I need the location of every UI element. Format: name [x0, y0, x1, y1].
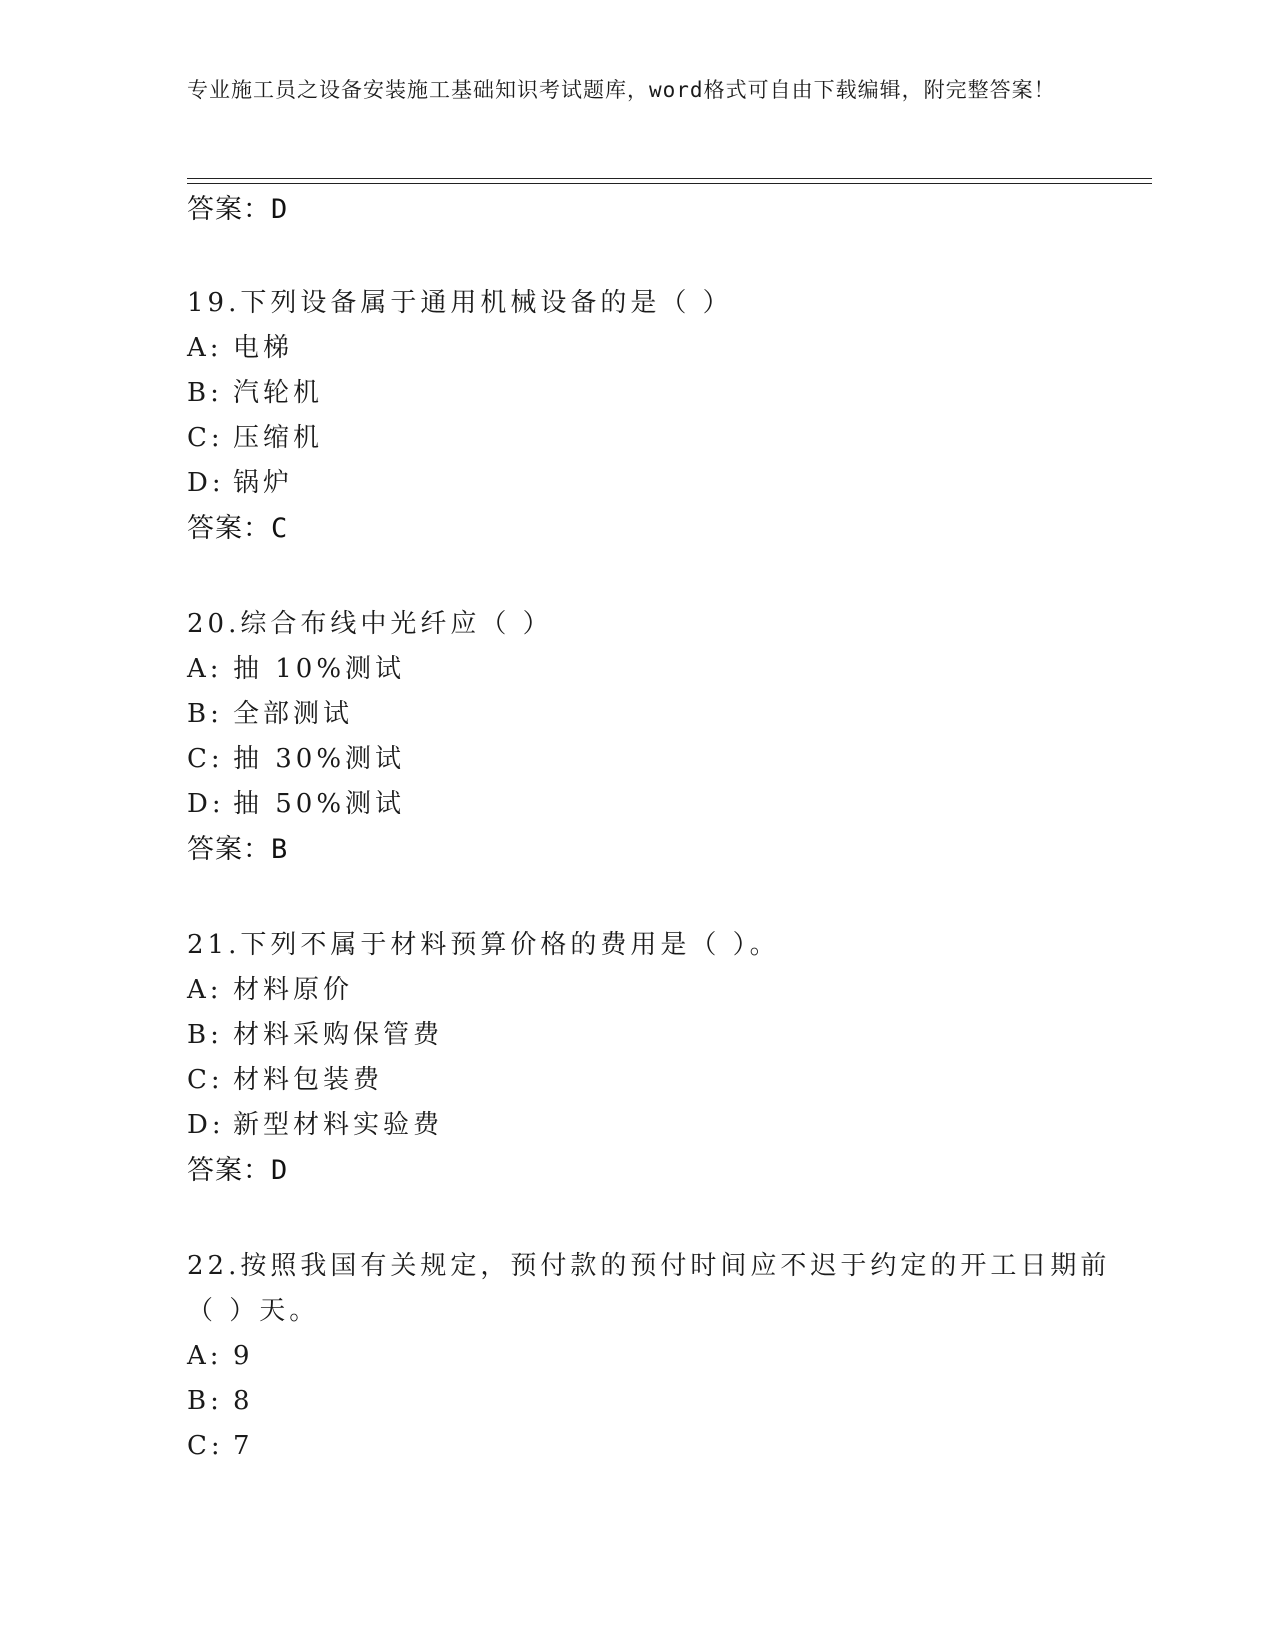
- option-d: [187, 461, 1127, 506]
- question-stem: 19.下列设备属于通用机械设备的是（ ）: [187, 288, 733, 318]
- option-text: 材料采购保管费: [233, 1020, 444, 1050]
- option-b: [187, 1013, 1127, 1058]
- header-divider-bottom: [187, 183, 1152, 184]
- option-text: 全部测试: [233, 699, 354, 729]
- option-a: [187, 1334, 1127, 1379]
- question-21: [187, 923, 1127, 1193]
- option-key: C:: [187, 1431, 224, 1461]
- option-key: B:: [187, 1020, 223, 1050]
- option-key: C:: [187, 423, 224, 453]
- option-c: [187, 1058, 1127, 1103]
- option-c: [187, 416, 1127, 461]
- option-a: [187, 647, 1127, 692]
- answer-line: 答案：B: [187, 834, 289, 865]
- option-key: A:: [187, 654, 223, 684]
- option-key: A:: [187, 1341, 223, 1371]
- question-20: [187, 602, 1127, 872]
- option-key: D:: [187, 789, 225, 819]
- option-d: [187, 1103, 1127, 1148]
- question-stem: 22.按照我国有关规定，预付款的预付时间应不迟于约定的开工日期前（ ）天。: [187, 1251, 1111, 1326]
- question-list: [187, 190, 1127, 1469]
- option-text: 压缩机: [233, 423, 324, 453]
- option-b: [187, 371, 1127, 416]
- option-text: 抽 30%测试: [233, 744, 406, 774]
- question-stem: 21.下列不属于材料预算价格的费用是（ ）。: [187, 930, 780, 960]
- option-text: 7: [233, 1431, 254, 1461]
- option-key: A:: [187, 333, 223, 363]
- header-divider-top: [187, 178, 1152, 179]
- option-text: 电梯: [233, 333, 294, 363]
- option-b: [187, 692, 1127, 737]
- option-text: 抽 10%测试: [233, 654, 406, 684]
- option-c: [187, 737, 1127, 782]
- option-text: 9: [233, 1341, 254, 1371]
- question-19: [187, 281, 1127, 551]
- option-a: [187, 968, 1127, 1013]
- option-text: 材料包装费: [233, 1065, 384, 1095]
- option-text: 抽 50%测试: [233, 789, 406, 819]
- option-key: B:: [187, 378, 223, 408]
- question-stem: 20.综合布线中光纤应（ ）: [187, 609, 553, 639]
- option-text: 新型材料实验费: [233, 1110, 444, 1140]
- option-key: D:: [187, 1110, 225, 1140]
- option-key: D:: [187, 468, 225, 498]
- option-key: A:: [187, 975, 223, 1005]
- option-text: 汽轮机: [233, 378, 324, 408]
- document-header: 专业施工员之设备安装施工基础知识考试题库，word格式可自由下载编辑，附完整答案！: [187, 78, 1056, 102]
- question-22: [187, 1244, 1127, 1469]
- option-b: [187, 1379, 1127, 1424]
- answer-line: 答案：C: [187, 513, 289, 544]
- option-text: 锅炉: [233, 468, 294, 498]
- option-key: C:: [187, 1065, 224, 1095]
- option-c: [187, 1424, 1127, 1469]
- answer-line: 答案：D: [187, 1155, 289, 1186]
- option-text: 材料原价: [233, 975, 354, 1005]
- option-d: [187, 782, 1127, 827]
- answer-line: 答案：D: [187, 194, 289, 225]
- option-key: B:: [187, 1386, 223, 1416]
- option-a: [187, 326, 1127, 371]
- option-text: 8: [233, 1386, 254, 1416]
- option-key: C:: [187, 744, 224, 774]
- option-key: B:: [187, 699, 223, 729]
